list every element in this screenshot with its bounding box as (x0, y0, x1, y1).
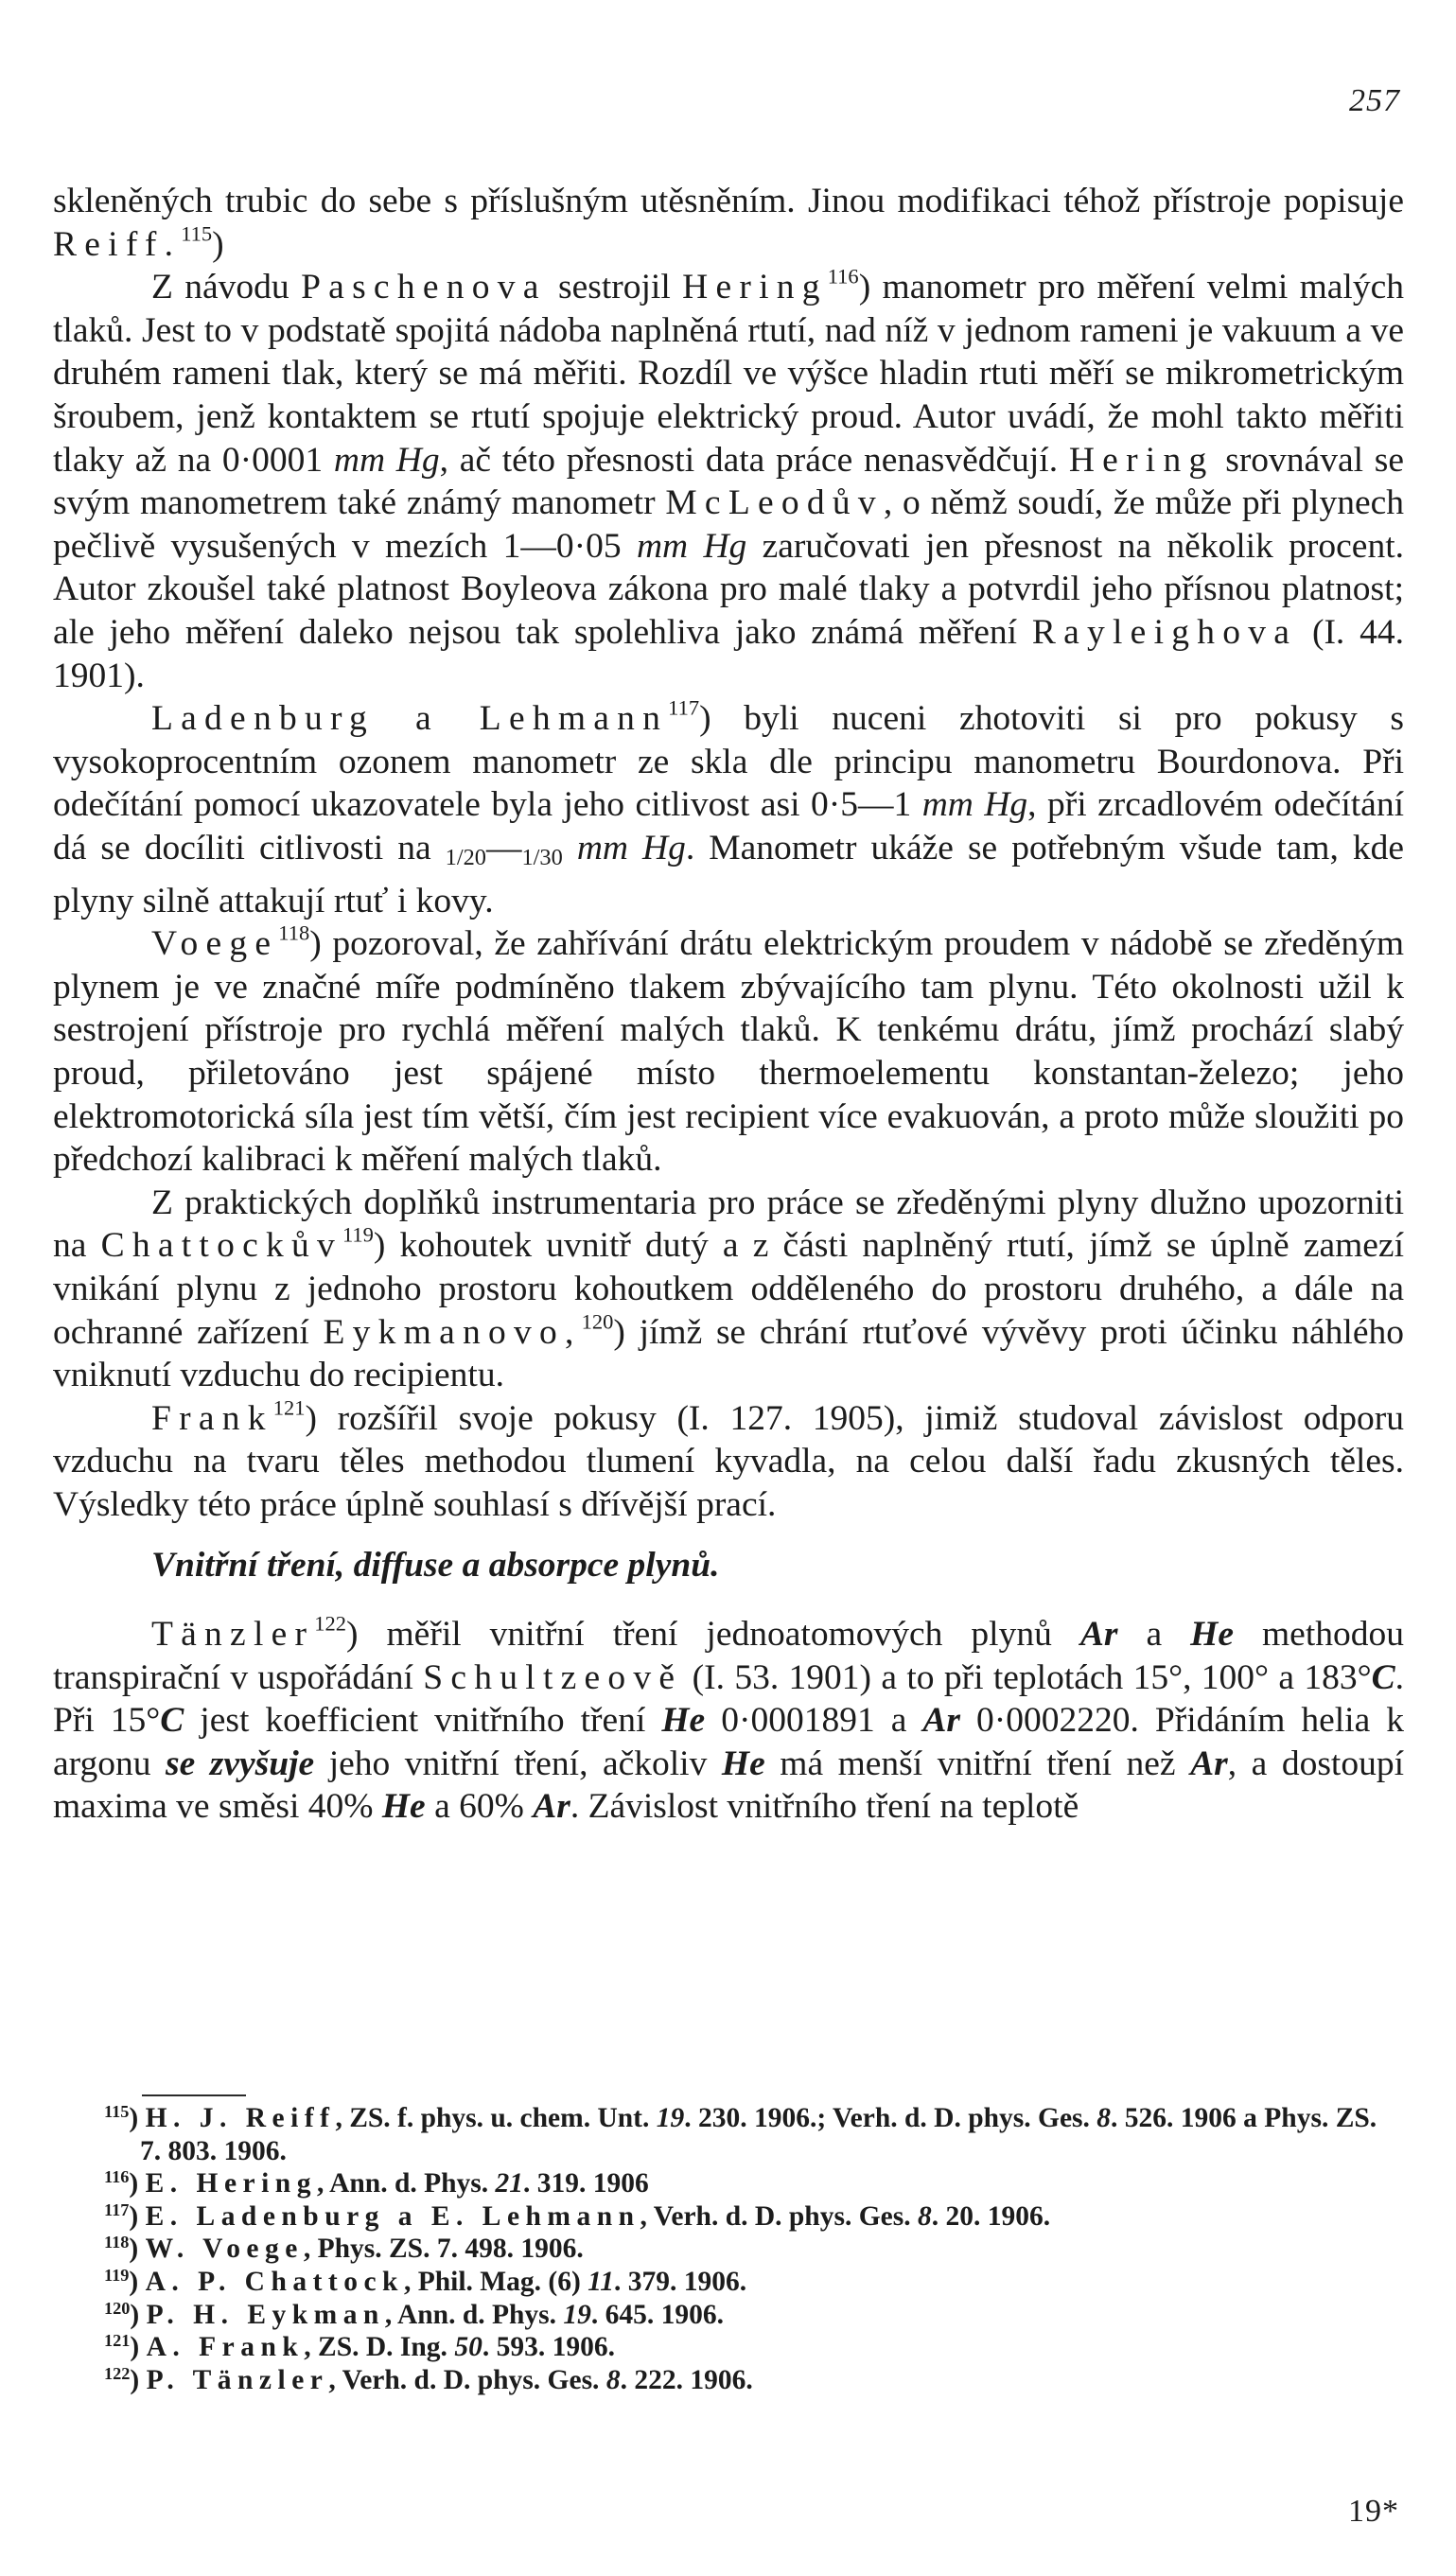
author-name: Hering (682, 268, 828, 307)
paragraph-6: Frank$^{121}$) rozšířil svoje pokusy (I. 127. 1905), jimiž studoval závislost odporu vzduchu na tvaru těles methodou tlumení kyvadla, na celou další řadu zkusných těles. Výsledky této práce úplně souhlasí s dřívější prací. (53, 1394, 1404, 1524)
author-name: Reiff. (53, 224, 182, 264)
chem-symbol: Ar (922, 1701, 960, 1741)
author-name: Tänzler (151, 1615, 315, 1655)
chem-symbol: He (661, 1701, 706, 1741)
chem-symbol: He (721, 1744, 765, 1783)
author-name: Frank (151, 1398, 273, 1438)
footnote: $^{116}$) E. Hering, Ann. d. Phys. 21. 319. 1906 (104, 2167, 649, 2199)
emphasis: se zvyšuje (166, 1744, 315, 1783)
chem-symbol: Ar (533, 1787, 570, 1827)
footnote: $^{115}$) H. J. Reiff, ZS. f. phys. u. chem. Unt. 19. 230. 1906.; Verh. d. D. phys. Ges. 8. 526. 1906 a Phys. ZS. 7. 803. 1906. (104, 2101, 1377, 2166)
author-name: Voege (151, 924, 279, 964)
footnotes (53, 2102, 1404, 2396)
footnote-ref: 122 (314, 1611, 346, 1636)
footnote: $^{117}$) E. Ladenburg a E. Lehmann, Verh. d. D. phys. Ges. 8. 20. 1906. (104, 2199, 1051, 2232)
unit: mm Hg (921, 785, 1028, 825)
unit: mm Hg (333, 440, 440, 480)
footnote-divider (142, 2094, 246, 2096)
footnote: $^{118}$) W. Voege, Phys. ZS. 7. 498. 1906. (104, 2233, 584, 2265)
printer-signature: 19* (1348, 2494, 1399, 2529)
chem-symbol: He (1190, 1615, 1234, 1655)
footnote-ref: 118 (278, 920, 310, 945)
author-name: Paschenova (301, 268, 547, 307)
fraction: 1/30 (521, 845, 563, 870)
author-name: Ladenburg a Lehmann (151, 699, 669, 739)
footnote: $^{119}$) A. P. Chattock, Phil. Mag. (6) 11. 379. 1906. (104, 2265, 747, 2297)
footnote-ref: 115 (181, 220, 213, 245)
main-text (53, 180, 1404, 1829)
page-number: 257 (1349, 83, 1400, 118)
chem-symbol: Ar (1079, 1615, 1118, 1655)
author-name: McLeodův (665, 483, 884, 523)
footnote-ref: 117 (668, 695, 700, 720)
paragraph-5: Z praktických doplňků instrumentaria pro práce se zředěnými plyny dlužno upozorniti na Chattockův$^{119}$) kohoutek uvnitř dutý a z části naplněný rtutí, jímž se úplně zamezí vnikání plynu z jednoho prostoru kohoutkem odděleného do prostoru druhého, a dále na ochranné zařízení Eykmanovo,$^{120}$) jímž se chrání rtuťové vývěvy proti účinku náhlého vniknutí vzduchu do recipientu. (53, 1183, 1404, 1395)
section-heading: Vnitřní tření, diffuse a absorpce plynů. (151, 1545, 720, 1585)
author-name: Eykmanovo, (323, 1312, 582, 1352)
paragraph-4: Voege$^{118}$) pozoroval, že zahřívání drátu elektrickým proudem v nádobě se zředěným plynem je ve značné míře podmíněno tlakem zbývajícího tam plynu. Této okolnosti užil k sestrojení přístroje pro rychlá měření malých tlaků. K tenkému drátu, jímž prochází slabý proud, přiletováno jest spájené místo thermoelementu konstantan-železo; jeho elektromotorická síla jest tím větší, čím jest recipient více evakuován, a proto může sloužiti po předchozí kalibraci k měření malých tlaků. (53, 920, 1404, 1180)
paragraph-7: Tänzler$^{122}$) měřil vnitřní tření jednoatomových plynů Ar a He methodou transpirační v uspořádání Schultzeově (I. 53. 1901) a to při teplotách 15°, 100° a 183°C. Při 15°C jest koefficient vnitřního tření He 0·0001891 a Ar 0·0002220. Přidáním helia k argonu se zvyšuje jeho vnitřní tření, ačkoliv He má menší vnitřní tření než Ar, a dostoupí maxima ve směsi 40% He a 60% Ar. Závislost vnitřního tření na teplotě (53, 1611, 1405, 1827)
paragraph-3: Ladenburg a Lehmann$^{117}$) byli nuceni zhotoviti si pro pokusy s vysokoprocentním ozonem manometr ze skla dle principu manometru Bourdonova. Při odečítání pomocí ukazovatele byla jeho citlivost asi 0·5—1 mm Hg, při zrcadlovém odečítání dá se docíliti citlivosti na 1/20—1/30 mm Hg. Manometr ukáže se potřebným všude tam, kde plyny silně attakují rtuť i kovy. (53, 695, 1405, 920)
chem-symbol: Ar (1190, 1744, 1228, 1783)
paragraph-1: skleněných trubic do sebe s příslušným utěsněním. Jinou modifikaci téhož přístroje popisuje Reiff.$^{115}$) (53, 182, 1404, 264)
unit: C (1371, 1657, 1395, 1697)
author-name: Chattockův (100, 1226, 342, 1266)
footnote-ref: 121 (272, 1394, 306, 1419)
unit: C (160, 1701, 184, 1741)
fraction: 1/20 (445, 845, 486, 870)
footnote: $^{122}$) P. Tänzler, Verh. d. D. phys. Ges. 8. 222. 1906. (104, 2363, 753, 2395)
author-name: Hering (1068, 440, 1215, 480)
footnote: $^{121}$) A. Frank, ZS. D. Ing. 50. 593. 1906. (104, 2331, 615, 2363)
unit: mm Hg (576, 828, 686, 867)
chem-symbol: He (381, 1787, 426, 1827)
footnote: $^{120}$) P. H. Eykman, Ann. d. Phys. 19. 645. 1906. (104, 2298, 725, 2330)
paragraph-2: Z návodu Paschenova sestrojil Hering$^{116}$) manometr pro měření velmi malých tlaků. Jest to v podstatě spojitá nádoba naplněná rtutí, nad níž v jednom rameni je vakuum a ve druhém rameni tlak, který se má měřiti. Rozdíl ve výšce hladin rtuti měří se mikrometrickým šroubem, jenž kontaktem se rtutí spojuje elektrický proud. Autor uvádí, že mohl takto měřiti tlaky až na 0·0001 mm Hg, ač této přesnosti data práce nenasvědčují. Hering srovnával se svým manometrem také známý manometr McLeodův, o němž soudí, že může při plynech pečlivě vysušených v mezích 1—0·05 mm Hg zaručovati jen přesnost na několik procent. Autor zkoušel také platnost Boyleova zákona pro malé tlaky a potvrdil jeho přísnou platnost; ale jeho měření daleko nejsou tak spolehliva jako známá měření Rayleighova (I. 44. 1901). (53, 264, 1404, 695)
footnote-ref: 116 (827, 264, 859, 289)
author-name: Schultzeově (423, 1657, 683, 1697)
footnote-ref: 120 (581, 1308, 614, 1333)
footnote-ref: 119 (342, 1222, 374, 1247)
unit: mm Hg (636, 526, 747, 566)
author-name: Rayleighova (1031, 612, 1298, 652)
